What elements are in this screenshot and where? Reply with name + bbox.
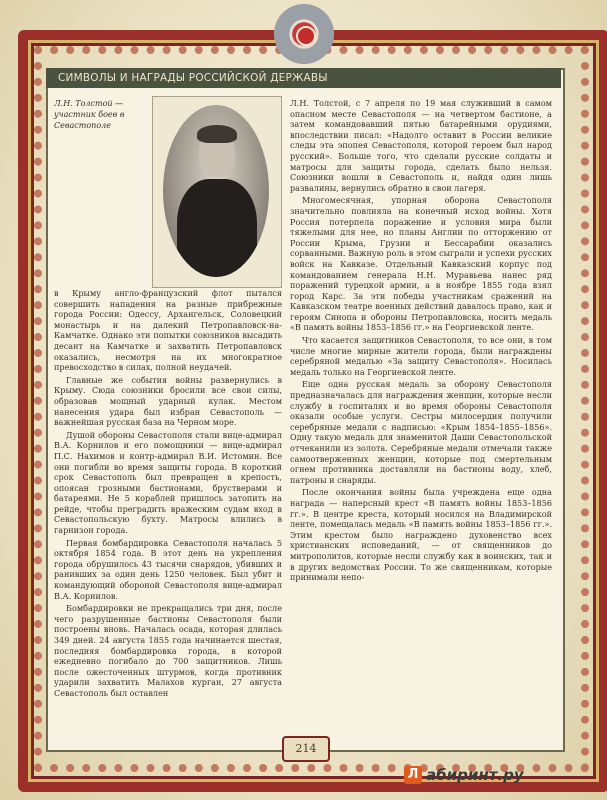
paragraph: Бомбардировки не прекращались три дня, после чего разрушенные бастионы Севастополя были построены вновь. Началась осада, которая длилась 349 дней. 24 августа 1855 года начинается шестая, последняя бомбардировка города, в которой ежедневно погибало до 700 защитников. Лишь после ожесточенных штурмов, когда противник ударили захватить Малахов курган, 27 августа Севастополь был оставлен [54,603,282,698]
paragraph: Первая бомбардировка Севастополя началась 5 октября 1854 года. В этот день на укрепления города обрушилось 43 тысячи снарядов, убивших и ранивших за один день 1250 человек. Был убит и командующий обороной Севастополя вице-адмирал В.А. Корнилов. [54,537,282,601]
left-text-column [54,288,282,701]
portrait-photo [152,96,282,288]
portrait-hair [197,125,237,143]
paragraph: Еще одна русская медаль за оборону Севастополя предназначалась для награждения женщин, которые несли службу в госпиталях и во время обороны Севастополя оказали особые услуги. Сестры милосердия получили серебряные медали с надписью: «Крым 1854–1855–1856». Одну такую медаль для знаменитой Даши Севастопольской отчеканили из золота. Серебряные медали отмечали также самоотверженных женщин, которые под смертельным огнем противника доставляли на бастионы воду, хлеб, патроны и снаряды. [290,379,552,485]
star-center-icon [296,26,316,46]
running-header: СИМВОЛЫ И НАГРАДЫ РОССИЙСКОЙ ДЕРЖАВЫ [46,68,561,88]
portrait-uniform [177,179,257,277]
right-text-column [290,98,552,585]
labirint-logo-icon: Л [404,766,422,784]
paragraph: Многомесячная, упорная оборона Севастополя значительно повлияла на конечный исход войны. Хотя Россия потерпела поражение и условия мира были тяжелыми для нее, но планы Англии по отторжению от России Крыма, Грузии и Бессарабии оказались сорванными. Важную роль в этом сыграли и успехи русских войск на Кавказе. Отдельный Кавказский корпус под командованием генерала Н.Н. Муравьева нанес ряд поражений турецкой армии, а в ноябре 1855 года взял город Карс. За эти победы участникам сражений на Кавказском театре военных действий давалось право, как и героям Синопа и обороны Петропавловска, носить медаль «В память войны 1853–1856 гг.» на Георгиевской ленте. [290,195,552,333]
paragraph: в Крыму англо-французский флот пытался совершить нападения на разные прибрежные города России: Одессу, Архангельск, Соловецкий монастырь и на далекий Петропавловск-на-Камчатке. Однако эти попытки союзников высадить десант на Камчатке и захватить Петропавловск оказались, несмотря на их многократное превосходство в силах, полной неудачей. [54,288,282,373]
paragraph: Л.Н. Толстой, с 7 апреля по 19 мая служивший в самом опасном месте Севастополя — на четвертом бастионе, а затем командовавший пятью батарейными орудиями, впоследствии писал: «Надолго оставит в России великие следы эта эпопея Севастополя, которой героем был народ русский». Больше того, что сделали русские солдаты и матросы для защиты города, сделать было нельзя. Союзники вошли в Севастополь и, найдя один лишь развалины, вернулись обратно в свои лагеря. [290,98,552,193]
page-number: 214 [282,736,330,762]
photo-caption: Л.Н. Толстой — участник боев в Севастополе [54,99,125,130]
order-star-emblem [270,0,338,68]
portrait-oval [163,105,269,277]
paragraph: Душой обороны Севастополя стали вице-адмирал В.А. Корнилов и его помощники — вице-адмирал П.С. Нахимов и контр-адмирал В.И. Истомин. Все они погибли во время защиты города. В короткий срок Севастополь был превращен в крепость, опоясан грозными бастионами, брустверами и батареями. Не 5 кораблей пришлось затопить на рейде, чтобы преградить вражеским судам вход в Севастопольскую бухту. Матросы влились в гарнизон города. [54,429,282,536]
paragraph: Главные же события войны развернулись в Крыму. Сюда союзники бросили все свои силы, образовав мощный ударный кулак. Местом нанесения удара был избран Севастополь — важнейшая русская база на Черном море. [54,374,282,428]
paragraph: Что касается защитников Севастополя, то все они, в том числе многие мирные жители города, были награждены серебряной медалью «За защиту Севастополя». Носилась медаль только на Георгиевской ленте. [290,335,552,377]
paragraph: После окончания войны была учреждена еще одна награда — наперсный крест «В память войны 1853–1856 гг.». В центре креста, который носился на Владимирской ленте, помещалась медаль «В память войны 1853–1856 гг.». Этим крестом было награждено духовенство всех христианских исповеданий, — от священников до митрополитов, которые несли службу как в воинских, так и в других ведомствах России. То же священникам, которые принимали непо- [290,487,552,583]
site-watermark: абиринт.ру [426,766,524,784]
